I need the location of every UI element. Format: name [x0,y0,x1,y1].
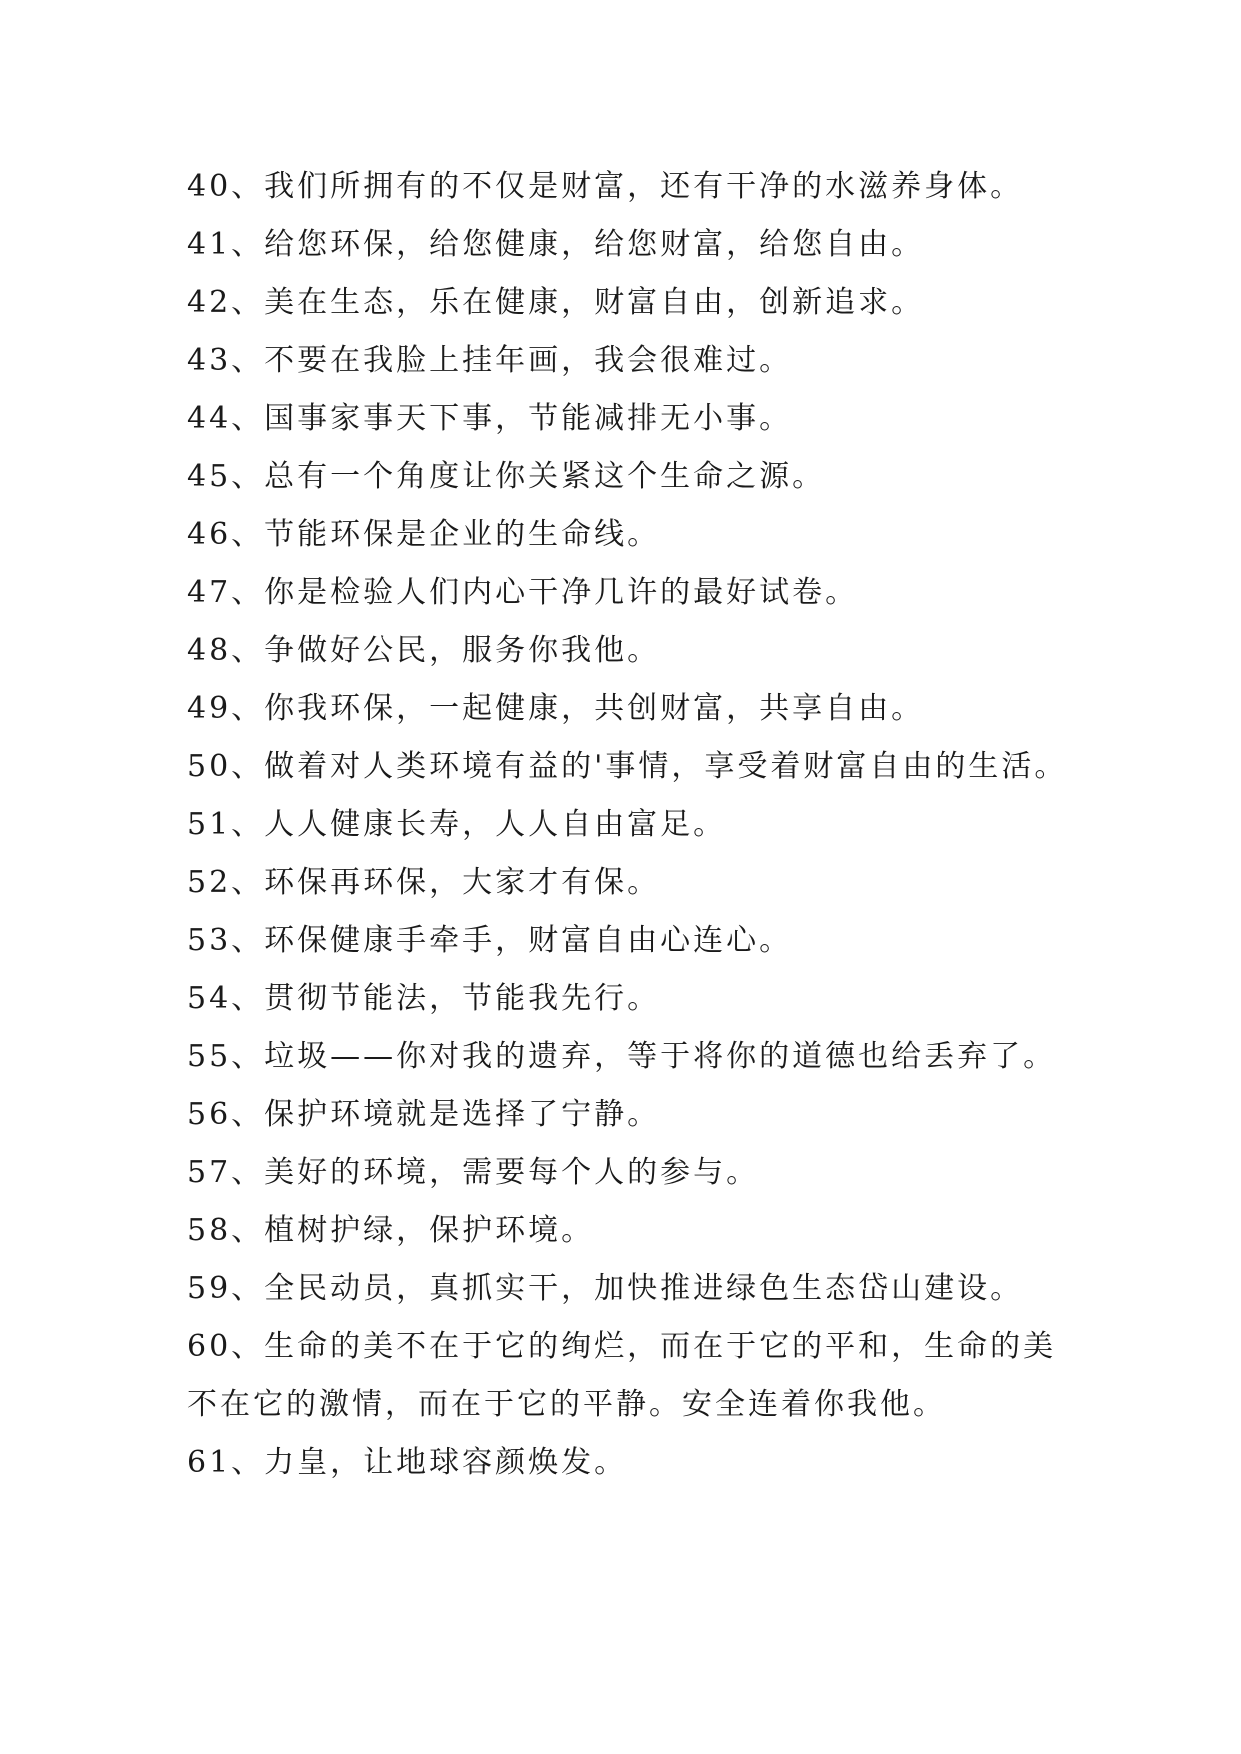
text-line: 44、国事家事天下事，节能减排无小事。 [187,401,793,436]
text-line: 56、保护环境就是选择了宁静。 [187,1097,661,1132]
text-line: 61、力皇，让地球容颜焕发。 [187,1445,628,1480]
document-body [187,158,1087,1492]
text-line: 49、你我环保，一起健康，共创财富，共享自由。 [187,691,925,726]
text-line: 59、全民动员，真抓实干，加快推进绿色生态岱山建设。 [187,1271,1024,1306]
text-line: 不在它的激情，而在于它的平静。安全连着你我他。 [187,1387,946,1422]
text-line: 48、争做好公民，服务你我他。 [187,633,661,668]
text-line: 47、你是检验人们内心干净几许的最好试卷。 [187,575,859,610]
text-line: 45、总有一个角度让你关紧这个生命之源。 [187,459,826,494]
text-line: 54、贯彻节能法，节能我先行。 [187,981,661,1016]
text-line: 50、做着对人类环境有益的'事情，享受着财富自由的生活。 [187,749,1068,784]
text-line: 42、美在生态，乐在健康，财富自由，创新追求。 [187,285,925,320]
text-line: 46、节能环保是企业的生命线。 [187,517,661,552]
text-line: 58、植树护绿，保护环境。 [187,1213,595,1248]
text-line: 51、人人健康长寿，人人自由富足。 [187,807,727,842]
text-line: 53、环保健康手牵手，财富自由心连心。 [187,923,793,958]
text-line: 55、垃圾——你对我的遗弃，等于将你的道德也给丢弃了。 [187,1039,1057,1074]
text-line: 60、生命的美不在于它的绚烂，而在于它的平和，生命的美 [187,1329,1057,1364]
text-line: 57、美好的环境，需要每个人的参与。 [187,1155,760,1190]
text-line: 52、环保再环保，大家才有保。 [187,865,661,900]
text-line: 43、不要在我脸上挂年画，我会很难过。 [187,343,793,378]
text-line: 41、给您环保，给您健康，给您财富，给您自由。 [187,227,925,262]
text-line: 40、我们所拥有的不仅是财富，还有干净的水滋养身体。 [187,169,1024,204]
